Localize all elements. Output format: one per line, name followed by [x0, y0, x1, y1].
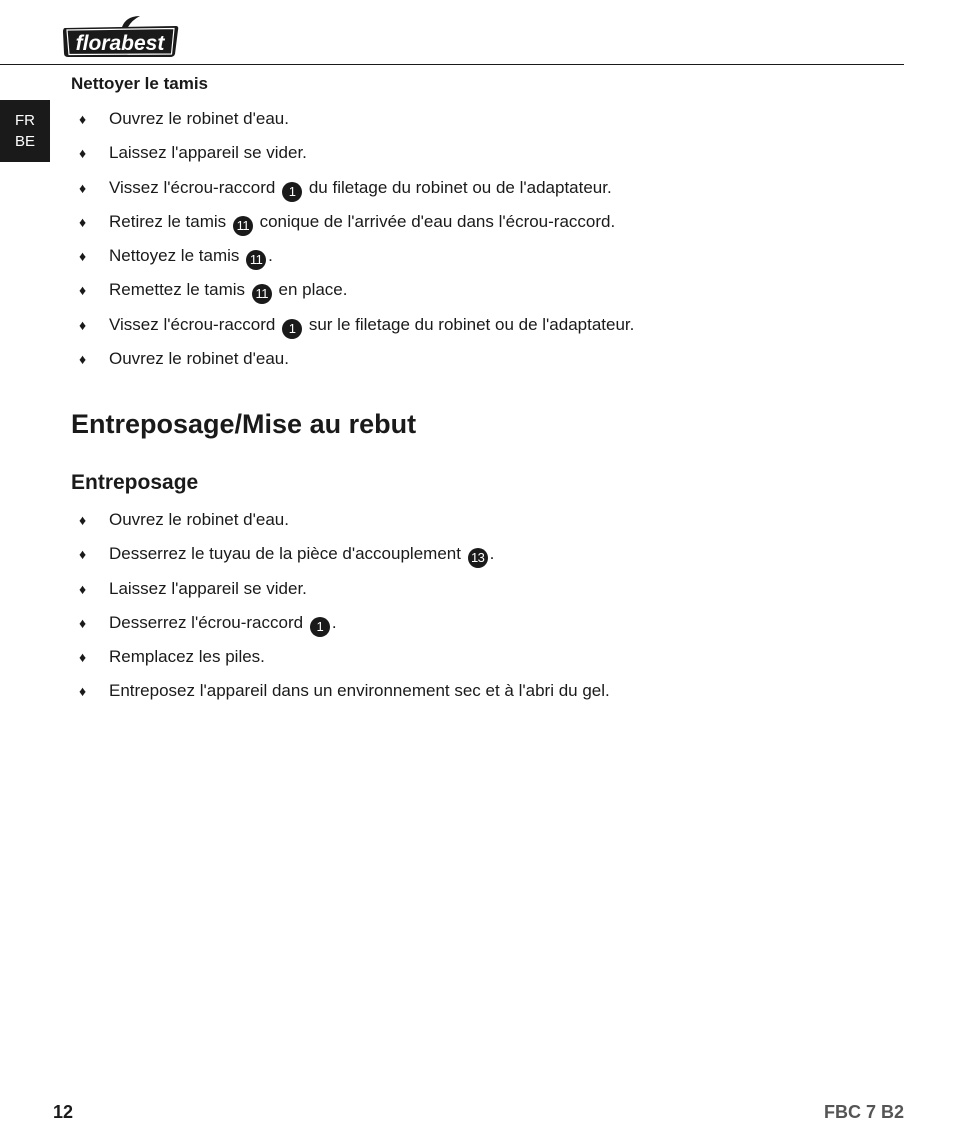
part-number-badge: 11 — [252, 284, 272, 304]
svg-text:florabest: florabest — [75, 32, 165, 55]
bullet-icon: ♦ — [79, 351, 87, 368]
bullet-icon: ♦ — [79, 546, 87, 563]
language-tab — [0, 100, 50, 162]
florabest-logo — [62, 14, 180, 58]
part-number-badge: 11 — [246, 250, 266, 270]
list-item: ♦ Ouvrez le robinet d'eau. — [79, 349, 289, 369]
list-item: ♦ Entreposez l'appareil dans un environnement sec et à l'abri du gel. — [79, 681, 610, 701]
list-item: ♦ Laissez l'appareil se vider. — [79, 143, 307, 163]
part-number-badge: 1 — [282, 182, 302, 202]
bullet-icon: ♦ — [79, 580, 87, 597]
bullet-icon: ♦ — [79, 512, 87, 528]
section-heading-storage: Entreposage — [71, 471, 199, 494]
bullet-icon: ♦ — [79, 213, 87, 230]
list-item: ♦ Vissez l'écrou-raccord 1 du filetage du robinet ou de l'adaptateur. — [71, 177, 634, 211]
bullet-icon: ♦ — [79, 179, 87, 196]
part-number-badge: 1 — [310, 617, 330, 637]
list-item: ♦ Remettez le tamis 11 en place. — [71, 279, 634, 313]
part-number-badge: 13 — [468, 548, 488, 568]
list-item: ♦ Remplacez les piles. — [79, 647, 265, 667]
bullet-icon: ♦ — [79, 316, 87, 333]
list-item: ♦ Desserrez le tuyau de la pièce d'accouplement 13 . — [71, 543, 610, 577]
model-number: FBC 7 B2 — [823, 1102, 904, 1122]
page-number: 12 — [53, 1102, 74, 1122]
language-code-fr: FR — [15, 112, 35, 129]
bullet-icon: ♦ — [79, 145, 87, 162]
list-item: ♦ Retirez le tamis 11 conique de l'arrivée d'eau dans l'écrou-raccord. — [71, 211, 634, 245]
bullet-icon: ♦ — [79, 649, 87, 666]
clean-sieve-steps — [71, 108, 634, 382]
bullet-icon: ♦ — [79, 614, 87, 631]
list-item: ♦ Desserrez l'écrou-raccord 1 . — [71, 612, 610, 646]
page-title: Entreposage/Mise au rebut — [71, 409, 417, 439]
section-heading-clean-sieve: Nettoyer le tamis — [71, 74, 208, 93]
list-item: ♦ Ouvrez le robinet d'eau. — [79, 510, 289, 529]
part-number-badge: 1 — [282, 319, 302, 339]
bullet-icon: ♦ — [79, 248, 87, 265]
list-item: ♦ Nettoyez le tamis 11 . — [71, 245, 634, 279]
header-rule — [0, 64, 904, 65]
part-number-badge: 11 — [233, 216, 253, 236]
list-item: ♦ Laissez l'appareil se vider. — [79, 578, 307, 598]
list-item: ♦ Vissez l'écrou-raccord 1 sur le filetage du robinet ou de l'adaptateur. — [71, 314, 634, 348]
list-item: ♦ Ouvrez le robinet d'eau. — [79, 109, 289, 128]
bullet-icon: ♦ — [79, 683, 87, 700]
bullet-icon: ♦ — [79, 282, 87, 299]
bullet-icon: ♦ — [79, 111, 87, 127]
storage-steps — [71, 509, 610, 715]
language-code-be: BE — [14, 133, 35, 150]
